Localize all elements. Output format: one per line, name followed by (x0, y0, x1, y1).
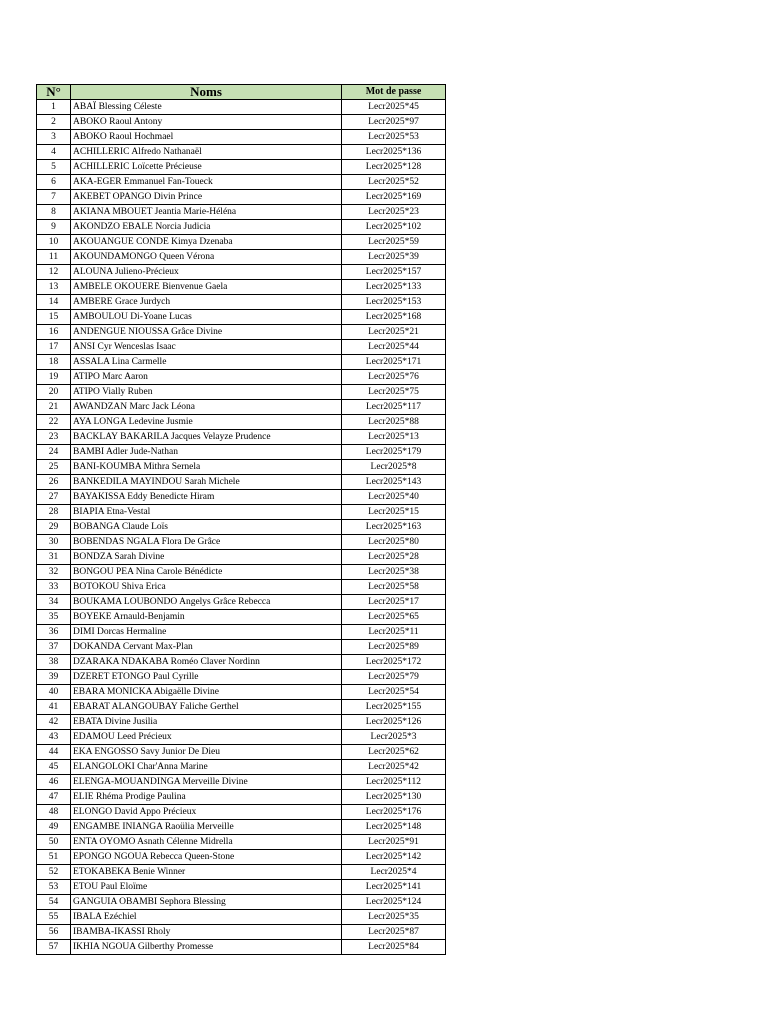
student-name: AWANDZAN Marc Jack Léona (71, 400, 342, 415)
student-password: Lecr2025*97 (342, 115, 446, 130)
student-password: Lecr2025*54 (342, 685, 446, 700)
table-row (37, 595, 446, 610)
row-number: 55 (37, 910, 71, 925)
student-password: Lecr2025*3 (342, 730, 446, 745)
row-number: 36 (37, 625, 71, 640)
row-number: 8 (37, 205, 71, 220)
student-password: Lecr2025*124 (342, 895, 446, 910)
row-number: 20 (37, 385, 71, 400)
student-password: Lecr2025*23 (342, 205, 446, 220)
table-row (37, 760, 446, 775)
table-row (37, 940, 446, 955)
column-header-names: Noms (71, 85, 342, 100)
table-row (37, 700, 446, 715)
table-row (37, 580, 446, 595)
table-row (37, 355, 446, 370)
table-row (37, 490, 446, 505)
student-name: ACHILLERIC Alfredo Nathanaël (71, 145, 342, 160)
table-row (37, 715, 446, 730)
row-number: 4 (37, 145, 71, 160)
row-number: 45 (37, 760, 71, 775)
student-name: EBARA MONICKA Abigaëlle Divine (71, 685, 342, 700)
student-password: Lecr2025*130 (342, 790, 446, 805)
student-password: Lecr2025*38 (342, 565, 446, 580)
student-name: BOBANGA Claude Loïs (71, 520, 342, 535)
row-number: 18 (37, 355, 71, 370)
student-password: Lecr2025*35 (342, 910, 446, 925)
table-row (37, 190, 446, 205)
student-password: Lecr2025*102 (342, 220, 446, 235)
student-password: Lecr2025*126 (342, 715, 446, 730)
row-number: 51 (37, 850, 71, 865)
table-row (37, 895, 446, 910)
row-number: 43 (37, 730, 71, 745)
student-name: BIAPIA Etna-Vestal (71, 505, 342, 520)
table-row (37, 445, 446, 460)
student-password: Lecr2025*87 (342, 925, 446, 940)
student-password: Lecr2025*171 (342, 355, 446, 370)
student-password: Lecr2025*39 (342, 250, 446, 265)
student-name: ANSI Cyr Wenceslas Isaac (71, 340, 342, 355)
student-password: Lecr2025*15 (342, 505, 446, 520)
row-number: 53 (37, 880, 71, 895)
row-number: 39 (37, 670, 71, 685)
table-row (37, 820, 446, 835)
table-row (37, 280, 446, 295)
table-row (37, 520, 446, 535)
row-number: 49 (37, 820, 71, 835)
table-row (37, 910, 446, 925)
student-name: BOYEKE Arnauld-Benjamin (71, 610, 342, 625)
row-number: 47 (37, 790, 71, 805)
row-number: 28 (37, 505, 71, 520)
row-number: 2 (37, 115, 71, 130)
student-password: Lecr2025*28 (342, 550, 446, 565)
row-number: 17 (37, 340, 71, 355)
student-password: Lecr2025*84 (342, 940, 446, 955)
table-row (37, 265, 446, 280)
student-name: BACKLAY BAKARILA Jacques Velayze Prudence (71, 430, 342, 445)
student-name: ELONGO David Appo Précieux (71, 805, 342, 820)
table-row (37, 250, 446, 265)
student-name: EBATA Divine Jusilia (71, 715, 342, 730)
student-name: AYA LONGA Ledevine Jusmie (71, 415, 342, 430)
student-password: Lecr2025*88 (342, 415, 446, 430)
table-row (37, 640, 446, 655)
student-password: Lecr2025*65 (342, 610, 446, 625)
student-name: AKOUNDAMONGO Queen Vérona (71, 250, 342, 265)
student-password: Lecr2025*58 (342, 580, 446, 595)
student-password: Lecr2025*59 (342, 235, 446, 250)
row-number: 5 (37, 160, 71, 175)
row-number: 57 (37, 940, 71, 955)
row-number: 31 (37, 550, 71, 565)
student-name: ELANGOLOKI Char'Anna Marine (71, 760, 342, 775)
student-password: Lecr2025*62 (342, 745, 446, 760)
student-name: BANI-KOUMBA Mithra Sernela (71, 460, 342, 475)
table-row (37, 625, 446, 640)
student-password: Lecr2025*163 (342, 520, 446, 535)
table-row (37, 775, 446, 790)
student-name: BAMBI Adler Jude-Nathan (71, 445, 342, 460)
table-row (37, 400, 446, 415)
student-password: Lecr2025*169 (342, 190, 446, 205)
student-name: IBALA Ezéchiel (71, 910, 342, 925)
row-number: 32 (37, 565, 71, 580)
student-name: AMBERE Grace Jurdych (71, 295, 342, 310)
student-password: Lecr2025*44 (342, 340, 446, 355)
student-password-table (36, 84, 446, 955)
row-number: 13 (37, 280, 71, 295)
row-number: 3 (37, 130, 71, 145)
student-name: DZERET ETONGO Paul Cyrille (71, 670, 342, 685)
student-password: Lecr2025*4 (342, 865, 446, 880)
student-password: Lecr2025*11 (342, 625, 446, 640)
student-password: Lecr2025*133 (342, 280, 446, 295)
table-row (37, 730, 446, 745)
table-row (37, 325, 446, 340)
table-row (37, 430, 446, 445)
table-row (37, 130, 446, 145)
table-row (37, 925, 446, 940)
student-name: AKOUANGUE CONDE Kimya Dzenaba (71, 235, 342, 250)
student-password: Lecr2025*52 (342, 175, 446, 190)
table-row (37, 550, 446, 565)
row-number: 54 (37, 895, 71, 910)
row-number: 26 (37, 475, 71, 490)
table-row (37, 145, 446, 160)
table-row (37, 220, 446, 235)
student-name: DZARAKA NDAKABA Roméo Claver Nordinn (71, 655, 342, 670)
student-name: ABAÏ Blessing Céleste (71, 100, 342, 115)
row-number: 11 (37, 250, 71, 265)
student-password: Lecr2025*75 (342, 385, 446, 400)
student-password: Lecr2025*53 (342, 130, 446, 145)
table-row (37, 205, 446, 220)
student-name: IKHIA NGOUA Gilberthy Promesse (71, 940, 342, 955)
row-number: 42 (37, 715, 71, 730)
student-password: Lecr2025*91 (342, 835, 446, 850)
student-name: DIMI Dorcas Hermaline (71, 625, 342, 640)
table-row (37, 880, 446, 895)
student-name: ETOU Paul Eloïme (71, 880, 342, 895)
student-name: ALOUNA Julieno-Précieux (71, 265, 342, 280)
row-number: 38 (37, 655, 71, 670)
student-password: Lecr2025*112 (342, 775, 446, 790)
student-password: Lecr2025*8 (342, 460, 446, 475)
table-row (37, 670, 446, 685)
table-row (37, 610, 446, 625)
table-row (37, 745, 446, 760)
table-row (37, 565, 446, 580)
table-row (37, 535, 446, 550)
column-header-number: N° (37, 85, 71, 100)
student-name: ENTA OYOMO Asnath Célenne Midrella (71, 835, 342, 850)
table-row (37, 340, 446, 355)
student-name: BOBENDAS NGALA Flora De Grâce (71, 535, 342, 550)
student-name: EPONGO NGOUA Rebecca Queen-Stone (71, 850, 342, 865)
row-number: 25 (37, 460, 71, 475)
student-password: Lecr2025*136 (342, 145, 446, 160)
row-number: 24 (37, 445, 71, 460)
student-password: Lecr2025*79 (342, 670, 446, 685)
student-password: Lecr2025*21 (342, 325, 446, 340)
row-number: 37 (37, 640, 71, 655)
row-number: 56 (37, 925, 71, 940)
table-row (37, 505, 446, 520)
student-password: Lecr2025*117 (342, 400, 446, 415)
table-row (37, 370, 446, 385)
student-name: EBARAT ALANGOUBAY Faliche Gerthel (71, 700, 342, 715)
student-password: Lecr2025*40 (342, 490, 446, 505)
student-name: ABOKO Raoul Hochmael (71, 130, 342, 145)
row-number: 10 (37, 235, 71, 250)
student-name: ATIPO Marc Aaron (71, 370, 342, 385)
student-password: Lecr2025*155 (342, 700, 446, 715)
table-row (37, 805, 446, 820)
row-number: 14 (37, 295, 71, 310)
student-name: AKA-EGER Emmanuel Fan-Toueck (71, 175, 342, 190)
student-name: ASSALA Lina Carmelle (71, 355, 342, 370)
row-number: 48 (37, 805, 71, 820)
row-number: 15 (37, 310, 71, 325)
student-name: AMBELE OKOUERE Bienvenue Gaela (71, 280, 342, 295)
table-row (37, 310, 446, 325)
student-password: Lecr2025*42 (342, 760, 446, 775)
student-password: Lecr2025*157 (342, 265, 446, 280)
student-name: ETOKABEKA Benie Winner (71, 865, 342, 880)
student-password: Lecr2025*168 (342, 310, 446, 325)
row-number: 7 (37, 190, 71, 205)
table-row (37, 415, 446, 430)
student-name: ATIPO Vially Ruben (71, 385, 342, 400)
table-row (37, 475, 446, 490)
row-number: 29 (37, 520, 71, 535)
row-number: 40 (37, 685, 71, 700)
row-number: 52 (37, 865, 71, 880)
table-body (37, 100, 446, 955)
table-row (37, 865, 446, 880)
table-row (37, 115, 446, 130)
student-name: ANDENGUE NIOUSSA Grâce Divine (71, 325, 342, 340)
student-name: AKONDZO EBALE Norcia Judicia (71, 220, 342, 235)
table-row (37, 685, 446, 700)
student-name: ELIE Rhéma Prodige Paulina (71, 790, 342, 805)
student-name: BOUKAMA LOUBONDO Angelys Grâce Rebecca (71, 595, 342, 610)
student-password: Lecr2025*143 (342, 475, 446, 490)
table-row (37, 655, 446, 670)
student-name: AMBOULOU Di-Yoane Lucas (71, 310, 342, 325)
student-password: Lecr2025*128 (342, 160, 446, 175)
student-name: IBAMBA-IKASSI Rholy (71, 925, 342, 940)
table-row (37, 385, 446, 400)
student-name: AKEBET OPANGO Divin Prince (71, 190, 342, 205)
table-row (37, 790, 446, 805)
student-name: BOTOKOU Shiva Erica (71, 580, 342, 595)
row-number: 46 (37, 775, 71, 790)
row-number: 16 (37, 325, 71, 340)
student-name: EDAMOU Leed Précieux (71, 730, 342, 745)
student-password: Lecr2025*76 (342, 370, 446, 385)
row-number: 19 (37, 370, 71, 385)
table-header (37, 85, 446, 100)
student-password: Lecr2025*172 (342, 655, 446, 670)
row-number: 21 (37, 400, 71, 415)
row-number: 27 (37, 490, 71, 505)
table-row (37, 160, 446, 175)
table-row (37, 835, 446, 850)
row-number: 9 (37, 220, 71, 235)
table-row (37, 100, 446, 115)
student-name: AKIANA MBOUET Jeantia Marie-Héléna (71, 205, 342, 220)
student-password: Lecr2025*179 (342, 445, 446, 460)
student-name: ACHILLERIC Loïcette Précieuse (71, 160, 342, 175)
row-number: 41 (37, 700, 71, 715)
table-row (37, 175, 446, 190)
student-name: DOKANDA Cervant Max-Plan (71, 640, 342, 655)
student-password: Lecr2025*13 (342, 430, 446, 445)
row-number: 30 (37, 535, 71, 550)
student-password: Lecr2025*176 (342, 805, 446, 820)
column-header-password: Mot de passe (342, 85, 446, 100)
row-number: 1 (37, 100, 71, 115)
student-password: Lecr2025*45 (342, 100, 446, 115)
row-number: 50 (37, 835, 71, 850)
student-password: Lecr2025*17 (342, 595, 446, 610)
row-number: 12 (37, 265, 71, 280)
student-password: Lecr2025*80 (342, 535, 446, 550)
student-password: Lecr2025*153 (342, 295, 446, 310)
table-row (37, 235, 446, 250)
student-name: BONDZA Sarah Divine (71, 550, 342, 565)
row-number: 35 (37, 610, 71, 625)
student-name: ENGAMBE INIANGA Raoülia Merveille (71, 820, 342, 835)
student-name: BANKEDILA MAYINDOU Sarah Michele (71, 475, 342, 490)
student-password: Lecr2025*142 (342, 850, 446, 865)
student-name: GANGUIA OBAMBI Sephora Blessing (71, 895, 342, 910)
row-number: 44 (37, 745, 71, 760)
table-row (37, 295, 446, 310)
student-name: BAYAKISSA Eddy Benedicte Hiram (71, 490, 342, 505)
student-name: EKA ENGOSSO Savy Junior De Dieu (71, 745, 342, 760)
row-number: 23 (37, 430, 71, 445)
row-number: 33 (37, 580, 71, 595)
table-row (37, 850, 446, 865)
student-name: ELENGA-MOUANDINGA Merveille Divine (71, 775, 342, 790)
table-row (37, 460, 446, 475)
student-name: BONGOU PEA Nina Carole Bénédicte (71, 565, 342, 580)
row-number: 34 (37, 595, 71, 610)
row-number: 6 (37, 175, 71, 190)
student-password: Lecr2025*89 (342, 640, 446, 655)
header-row (37, 85, 446, 100)
row-number: 22 (37, 415, 71, 430)
student-password: Lecr2025*148 (342, 820, 446, 835)
student-password: Lecr2025*141 (342, 880, 446, 895)
student-name: ABOKO Raoul Antony (71, 115, 342, 130)
